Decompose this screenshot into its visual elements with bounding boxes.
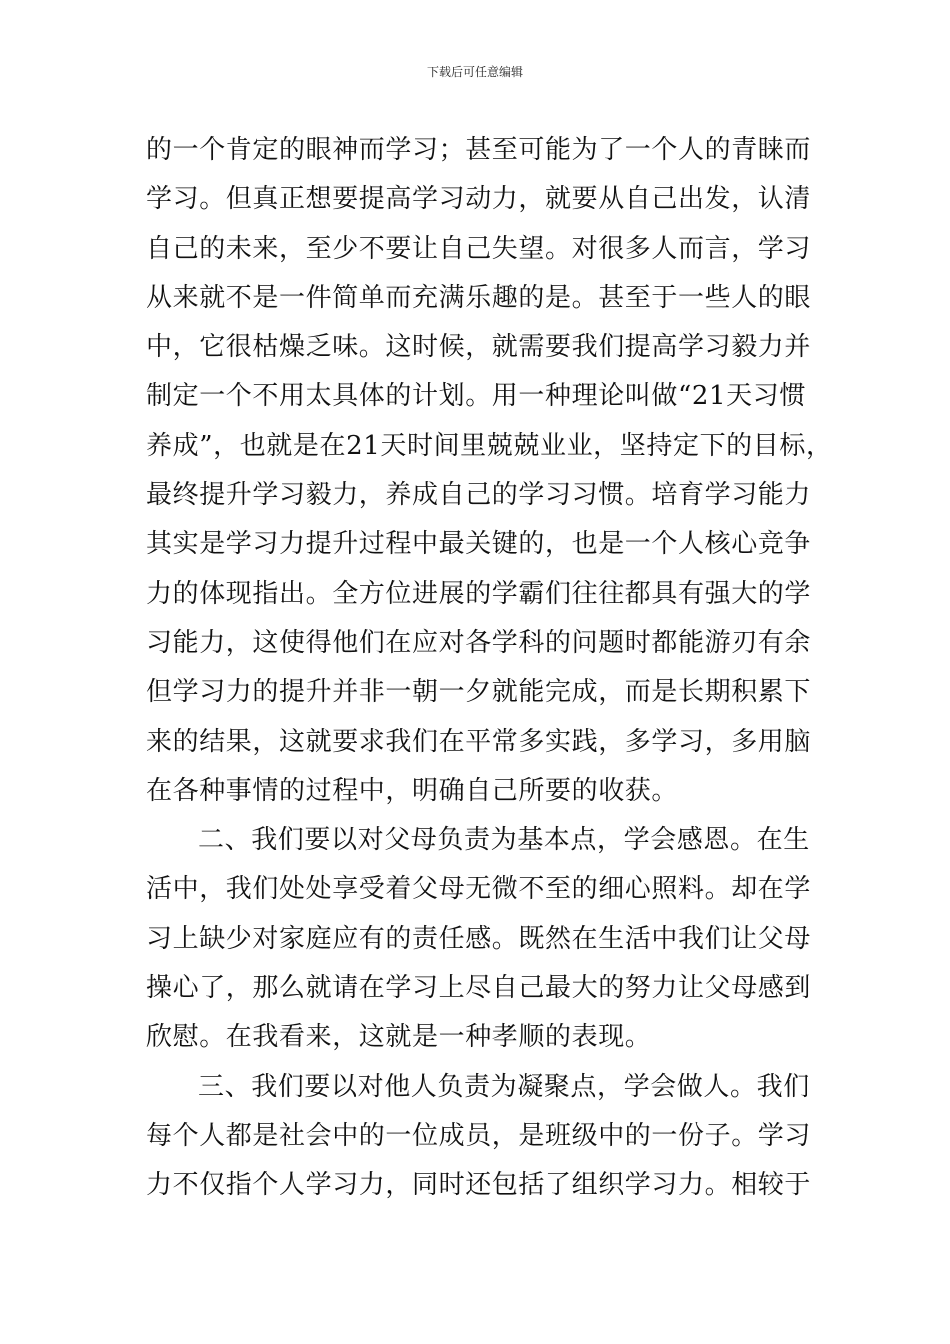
text-line: 习上缺少对家庭应有的责任感。既然在生活中我们让父母 [146,923,812,954]
text-line: 力不仅指个人学习力，同时还包括了组织学习力。相较于 [146,1170,812,1201]
text-line: 的一个肯定的眼神而学习；甚至可能为了一个人的青睐而 [146,135,812,165]
text-line: 在各种事情的过程中，明确自己所要的收获。 [146,775,679,806]
page-header: 下载后可任意编辑 [426,65,523,79]
text-line: 最终提升学习毅力，养成自己的学习习惯。培育学习能力 [146,480,812,511]
text-line: 力的体现指出。全方位进展的学霸们往往都具有强大的学 [146,578,812,609]
text-line: 中，它很枯燥乏味。这时候，就需要我们提高学习毅力并 [146,332,812,363]
text-line: 自己的未来，至少不要让自己失望。对很多人而言，学习 [146,233,812,264]
text-line: 欣慰。在我看来，这就是一种孝顺的表现。 [146,1022,652,1053]
text-line: 每个人都是社会中的一位成员，是班级中的一份子。学习 [146,1120,812,1151]
text-line: 制定一个不用太具体的计划。用一种理论叫做“21天习惯 [146,381,806,412]
text-line: 学习。但真正想要提高学习动力，就要从自己出发，认清 [146,184,812,215]
text-line: 养成”，也就是在21天时间里兢兢业业，坚持定下的目标， [146,430,833,461]
paragraph-start-line: 三、我们要以对他人负责为凝聚点，学会做人。我们 [198,1071,810,1102]
text-line: 但学习力的提升并非一朝一夕就能完成，而是长期积累下 [146,677,812,708]
text-line: 来的结果，这就要求我们在平常多实践，多学习，多用脑 [146,726,812,757]
document-body [146,126,846,1211]
text-line: 从来就不是一件简单而充满乐趣的是。甚至于一些人的眼 [146,282,812,313]
text-line: 其实是学习力提升过程中最关键的，也是一个人核心竞争 [146,529,812,560]
text-line: 操心了，那么就请在学习上尽自己最大的努力让父母感到 [146,973,812,1004]
text-line: 习能力，这使得他们在应对各学科的问题时都能游刃有余 [146,627,812,658]
text-line: 活中，我们处处享受着父母无微不至的细心照料。却在学 [146,874,812,905]
paragraph-start-line: 二、我们要以对父母负责为基本点，学会感恩。在生 [198,825,810,856]
